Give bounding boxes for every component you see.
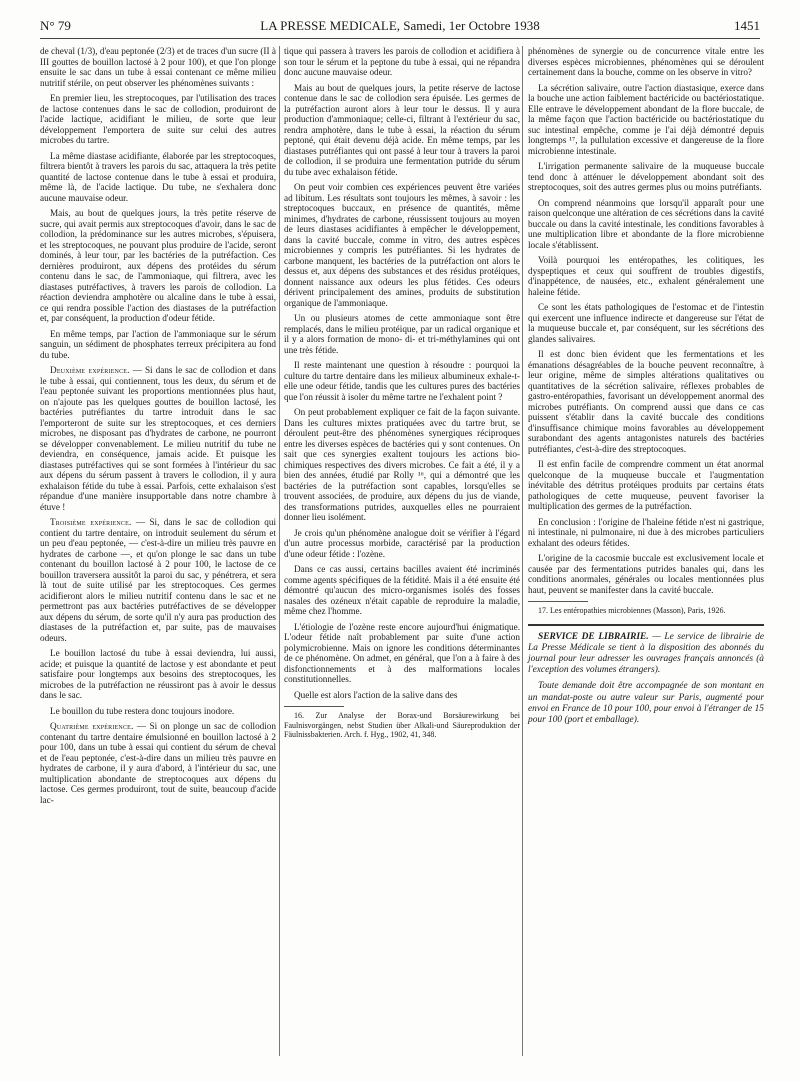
paragraph: tique qui passera à travers les parois de collodion et acidifiera à son tour le sérum et la peptone du tube à essai, qui ne répandra donc aucune mauvaise odeur.	[284, 46, 520, 77]
experiment-label: Deuxième expérience.	[50, 365, 130, 375]
experiment-label: Troisième expérience.	[50, 517, 132, 527]
header-rule	[40, 38, 760, 39]
paragraph: On peut probablement expliquer ce fait de la façon suivante. Dans les cultures mixtes pratiquées avec du tartre brut, se déroulent peut-être des phénomènes synergiques réciproques entre les diverses espèces de bactéries qui y sont contenues. On sait que ces synergies exaltent toujours les actions bio-chimiques respectives des divers microbes. Ce fait a été, il y a bien des années, étudié par Rolly ¹⁶, qui a démontré que les bactéries de la putréfaction sont capables, lorsqu'elles se trouvent associées, de produire, aux dépens du jus de viande, des transformations putrides, auxquelles elles ne pourraient donner lieu isolément.	[284, 407, 520, 522]
librairie-conditions: Toute demande doit être accompagnée de son montant en un mandat-poste ou autre valeur sur Paris, augmenté pour envoi en France de 10 pour 100, pour envoi à l'étranger de 15 pour 100 (port et emballage).	[528, 681, 764, 725]
footnote-rule	[528, 601, 588, 602]
footnote-17: 17. Les entéropathies microbiennes (Masson), Paris, 1926.	[538, 606, 726, 615]
paragraph: Mais au bout de quelques jours, la petite réserve de lactose contenue dans le sac de collodion sera épuisée. Les germes de la putréfaction auront alors à leur tour le dessus. Il y aura production d'ammoniaque; celle-ci, filtrant à l'extérieur du sac, rendra amphotère, dans le tube à essai, la réaction du sérum peptoné, qui était devenu déjà acide. En même temps, par les diastases putréfiantes qui ont passé à leur tour à travers la paroi de collodion, il se produira une fermentation putride du sérum du tube avec exhalaison fétide.	[284, 82, 520, 177]
journal-title: LA PRESSE MEDICALE, Samedi, 1er Octobre 1938	[260, 18, 540, 33]
experiment-2	[40, 365, 276, 512]
paragraph: En même temps, par l'action de l'ammoniaque sur le sérum sanguin, un sédiment de phosphates terreux précipitera au fond du tube.	[40, 328, 276, 360]
paragraph: Quelle est alors l'action de la salive dans des	[294, 689, 458, 700]
page-header	[40, 18, 760, 40]
experiment-label: Quatrième expérience.	[50, 721, 134, 731]
paragraph-text: — Si dans le sac de collodion et dans le tube à essai, qui contiennent, tous les deux, du sérum et de l'eau peptonée suivant les proportions mentionnées plus haut, on n'ajoute pas les quelques gouttes de bouillon lactosé, les bactéries putréfiantes du tartre introduit dans le sac l'emporteront de suite sur les streptocoques, et ces derniers microbes, ne disposant pas d'hydrates de carbone, ne pourront se développer convenablement. Le milieu nutritif du tube ne deviendra, en conséquence, jamais acide. Et puisque les diastases putréfactives qui se sont formées à l'intérieur du sac aux dépens du sérum passent à travers le collodion, il y aura exhalaison fétide du tube à essai. Parfois, cette exhalaison s'est répandue d'une manière insupportable dans notre chambre à étuve !	[40, 365, 277, 512]
paragraph: La sécrétion salivaire, outre l'action diastasique, exerce dans la bouche une action faiblement bactéricide ou bactériostatique. Elle entrave le développement abondant de la flore buccale, de la même façon que l'action bactéricide ou bactériostatique du suc intestinal empêche, comme je l'ai déjà démontré depuis longtemps ¹⁷, la pullulation excessive et dangereuse de la flore microbienne intestinale.	[528, 82, 764, 156]
column-divider	[279, 46, 280, 1056]
librairie-notice	[528, 632, 764, 677]
paragraph: On peut voir combien ces expériences peuvent être variées ad libitum. Les résultats sont toujours les mêmes, à savoir : les streptocoques buccaux, en présence de quantités, même minimes, d'hydrates de carbone, réussissent toujours au moyen de leurs diastases acidifiantes à empêcher le développement, dans la cavité buccale, comme in vitro, des autres espèces microbiennes y compris les putréfiantes. Si les hydrates de carbone manquent, les bactéries de la putréfaction ont alors le dessus et, aux dépens des substances et des résidus protéiques, donnent naissance aux odeurs les plus fétides. Ces odeurs dérivent principalement des amines, produits de substitution organique de l'ammoniaque.	[284, 182, 520, 308]
paragraph: Il reste maintenant une question à résoudre : pourquoi la culture du tartre dentaire dans les milieux albumineux exhale-t-elle une odeur fétide, tandis que les cultures pures des bactéries que l'on réussit à isoler du même tartre ne l'exhalent point ?	[284, 360, 520, 402]
paragraph-text: — Si on plonge un sac de collodion contenant du tartre dentaire émulsionné en bouillon lactosé à 2 pour 100, dans un tube à essai qui contient du sérum de cheval et de l'eau peptonée, c'est-à-dire dans un milieu très pauvre en hydrates de carbone, il y aura d'abord, à l'intérieur du sac, une multiplication abondante de streptocoques aux dépens du lactose. Ces germes produiront, tout de suite, beaucoup d'acide lac-	[40, 721, 276, 805]
librairie-label: SERVICE DE LIBRAIRIE.	[538, 631, 649, 642]
paragraph: L'irrigation permanente salivaire de la muqueuse buccale tend donc à atténuer le développement abondant soit des streptocoques, soit des autres germes plus ou moins putréfiants.	[528, 161, 764, 192]
paragraph-text: — Si, dans le sac de collodion qui contient du tartre dentaire, on introduit seulement du sérum et un peu d'eau peptonée, — c'est-à-dire un milieu très pauvre en hydrates de carbone —, et qu'on plonge le sac dans un tube contenant du bouillon lactosé à 2 pour 100, le lactose de ce bouillon traversera aussitôt la paroi du sac, y pénétrera, et sera là tout de suite utilisé par les streptocoques. Ces germes acidifieront alors le milieu nutritif contenu dans le sac et ne permettront pas aux bactéries putréfactives de se développer aux dépens du sérum, de sorte qu'il n'y aura pas production des diastases de la putréfaction et, par suite, pas de mauvaises odeurs.	[40, 517, 277, 643]
paragraph: Il est enfin facile de comprendre comment un état anormal quelconque de la muqueuse buccale et l'augmentation inévitable des détritus protéiques produits par certains états pathologiques de cette muqueuse, peuvent favoriser la multiplication des germes de la putréfaction.	[528, 459, 764, 511]
paragraph: Il est donc bien évident que les fermentations et les émanations désagréables de la bouche peuvent reconnaître, à leur origine, même de simples altérations qualitatives ou quantitatives de la sécrétion salivaire, réflexes probables de gastro-entéropathies, favorisant un développement anormal des microbes putréfiants. On comprend aussi que dans ce cas puissent s'établir dans la cavité buccale des conditions d'insuffisance chimique moins favorables au développement surabondant des agents antagonistes naturels des bactéries putréfiantes, c'est-à-dire des streptocoques.	[528, 349, 764, 454]
paragraph: Dans ce cas aussi, certains bacilles avaient été incriminés comme agents spécifiques de la fétidité. Mais il a été ensuite été démontré qu'aucun des micro-organismes isolés des fosses nasales des ozéneux n'était capable de reproduire la maladie, même chez l'homme.	[284, 564, 520, 616]
column-divider	[522, 46, 523, 1056]
paragraph: On comprend néanmoins que lorsqu'il apparaît pour une raison quelconque une altération de ces sécrétions dans la cavité buccale ou dans la cavité intestinale, les conditions favorables à une multiplication libre et abondante de la flore microbienne locale s'établissent.	[528, 197, 764, 250]
footnote-16: 16. Zur Analyse der Borax-und Borsäurewirkung bei Faulnisvorgängen, nebst Studien über Alkali-und Säureproduktion der Fäulnissbakterien. Arch. f. Hyg., 1902, 41, 348.	[284, 711, 520, 739]
column-1	[40, 46, 276, 810]
paragraph: L'origine de la cacosmie buccale est exclusivement locale et causée par des fermentations putrides banales qui, dans les conditions anormales, générales ou locales mentionnées plus haut, peuvent se manifester dans la cavité buccale.	[528, 553, 764, 595]
experiment-4	[40, 721, 276, 805]
section-rule	[528, 624, 764, 626]
paragraph: Ce sont les états pathologiques de l'estomac et de l'intestin qui exercent une influence indirecte et dangereuse sur l'état de la muqueuse buccale et, par conséquent, sur les sécrétions des glandes salivaires.	[528, 302, 764, 344]
issue-number: N° 79	[40, 18, 71, 33]
paragraph: de cheval (1/3), d'eau peptonée (2/3) et de traces d'un sucre (II à III gouttes de bouillon lactosé à 2 pour 100), et que l'on plonge ensuite le sac dans un tube à essai contenant ce même milieu nutritif stérile, on peut observer les phénomènes suivants :	[40, 46, 276, 88]
paragraph: L'étiologie de l'ozène reste encore aujourd'hui énigmatique. L'odeur fétide naît probablement par suite d'une action polymicrobienne. Mais on ignore les conditions déterminantes de ce phénomène. On admet, en général, que l'on a à faire à des disfonctionnements et à des malformations locales constitutionnelles.	[284, 621, 520, 684]
footnote-rule	[284, 706, 344, 707]
experiment-3	[40, 517, 276, 643]
page-number: 1451	[734, 18, 760, 33]
paragraph: Le bouillon lactosé du tube à essai deviendra, lui aussi, acide; et puisque la quantité de lactose y est abondante et peut satisfaire pour longtemps aux besoins des streptocoques, les microbes de la putréfaction ne réussiront pas à avoir le dessus dans le sac.	[40, 648, 276, 700]
librairie-text: — Le service de librairie de La Presse Médicale se tient à la disposition des abonnés du journal pour leur adresser les ouvrages français annoncés (à l'exception des volumes étrangers).	[528, 631, 764, 676]
column-2	[284, 46, 520, 740]
paragraph: phénomènes de synergie ou de concurrence vitale entre les diverses espèces microbiennes, phénomènes qui se déroulent certainement dans la bouche, comme on les observe in vitro?	[528, 46, 764, 77]
paragraph: En conclusion : l'origine de l'haleine fétide n'est ni gastrique, ni intestinale, ni pulmonaire, ni due à des microbes particuliers exhalant des odeurs fétides.	[528, 516, 764, 548]
paragraph: La même diastase acidifiante, élaborée par les streptocoques, filtrera bientôt à travers les parois du sac, attaquera la très petite quantité de lactose contenue dans le tube à essai et produira, même là, de l'acide lactique. Du tube, ne s'exhalera donc aucune mauvaise odeur.	[40, 150, 276, 203]
paragraph: Le bouillon du tube restera donc toujours inodore.	[50, 705, 235, 716]
paragraph: Voilà pourquoi les entéropathes, les colitiques, les dyspeptiques et ceux qui souffrent de troubles digestifs, d'inappétence, de nausées, etc., exhalent généralement une haleine fétide.	[528, 255, 764, 297]
paragraph: Je crois qu'un phénomène analogue doit se vérifier à l'égard d'un autre processus morbide, caractérisé par la production d'une odeur fétide : l'ozène.	[284, 527, 520, 559]
paragraph: En premier lieu, les streptocoques, par l'utilisation des traces de lactose contenues dans le sac de collodion, produiront de l'acide lactique, acidifiant le milieu, de sorte que leur développement l'emportera de suite sur celui des autres microbes du tartre.	[40, 93, 276, 145]
column-3	[528, 46, 764, 731]
paragraph: Mais, au bout de quelques jours, la très petite réserve de sucre, qui avait permis aux streptocoques d'avoir, dans le sac de collodion, la prédominance sur les autres microbes, s'épuisera, et les streptocoques, ne pouvant plus produire de l'acide, seront dominés, à leur tour, par les bactéries de la putréfaction. Ces dernières produiront, aux dépens des protéides du sérum contenu dans le sac, de l'ammoniaque, qui filtrera, avec les diastases putréfactives, à travers les parois de collodion. La réaction deviendra amphotère ou alcaline dans le tube à essai, ce qui rendra possible l'action des diastases de la putréfaction et, par conséquent, la production d'odeur fétide.	[40, 208, 276, 323]
paragraph: Un ou plusieurs atomes de cette ammoniaque sont être remplacés, dans le milieu protéique, par un radical organique et il y a alors formation de mono- di- et tri-méthylamines qui ont une très fétide.	[284, 313, 520, 355]
